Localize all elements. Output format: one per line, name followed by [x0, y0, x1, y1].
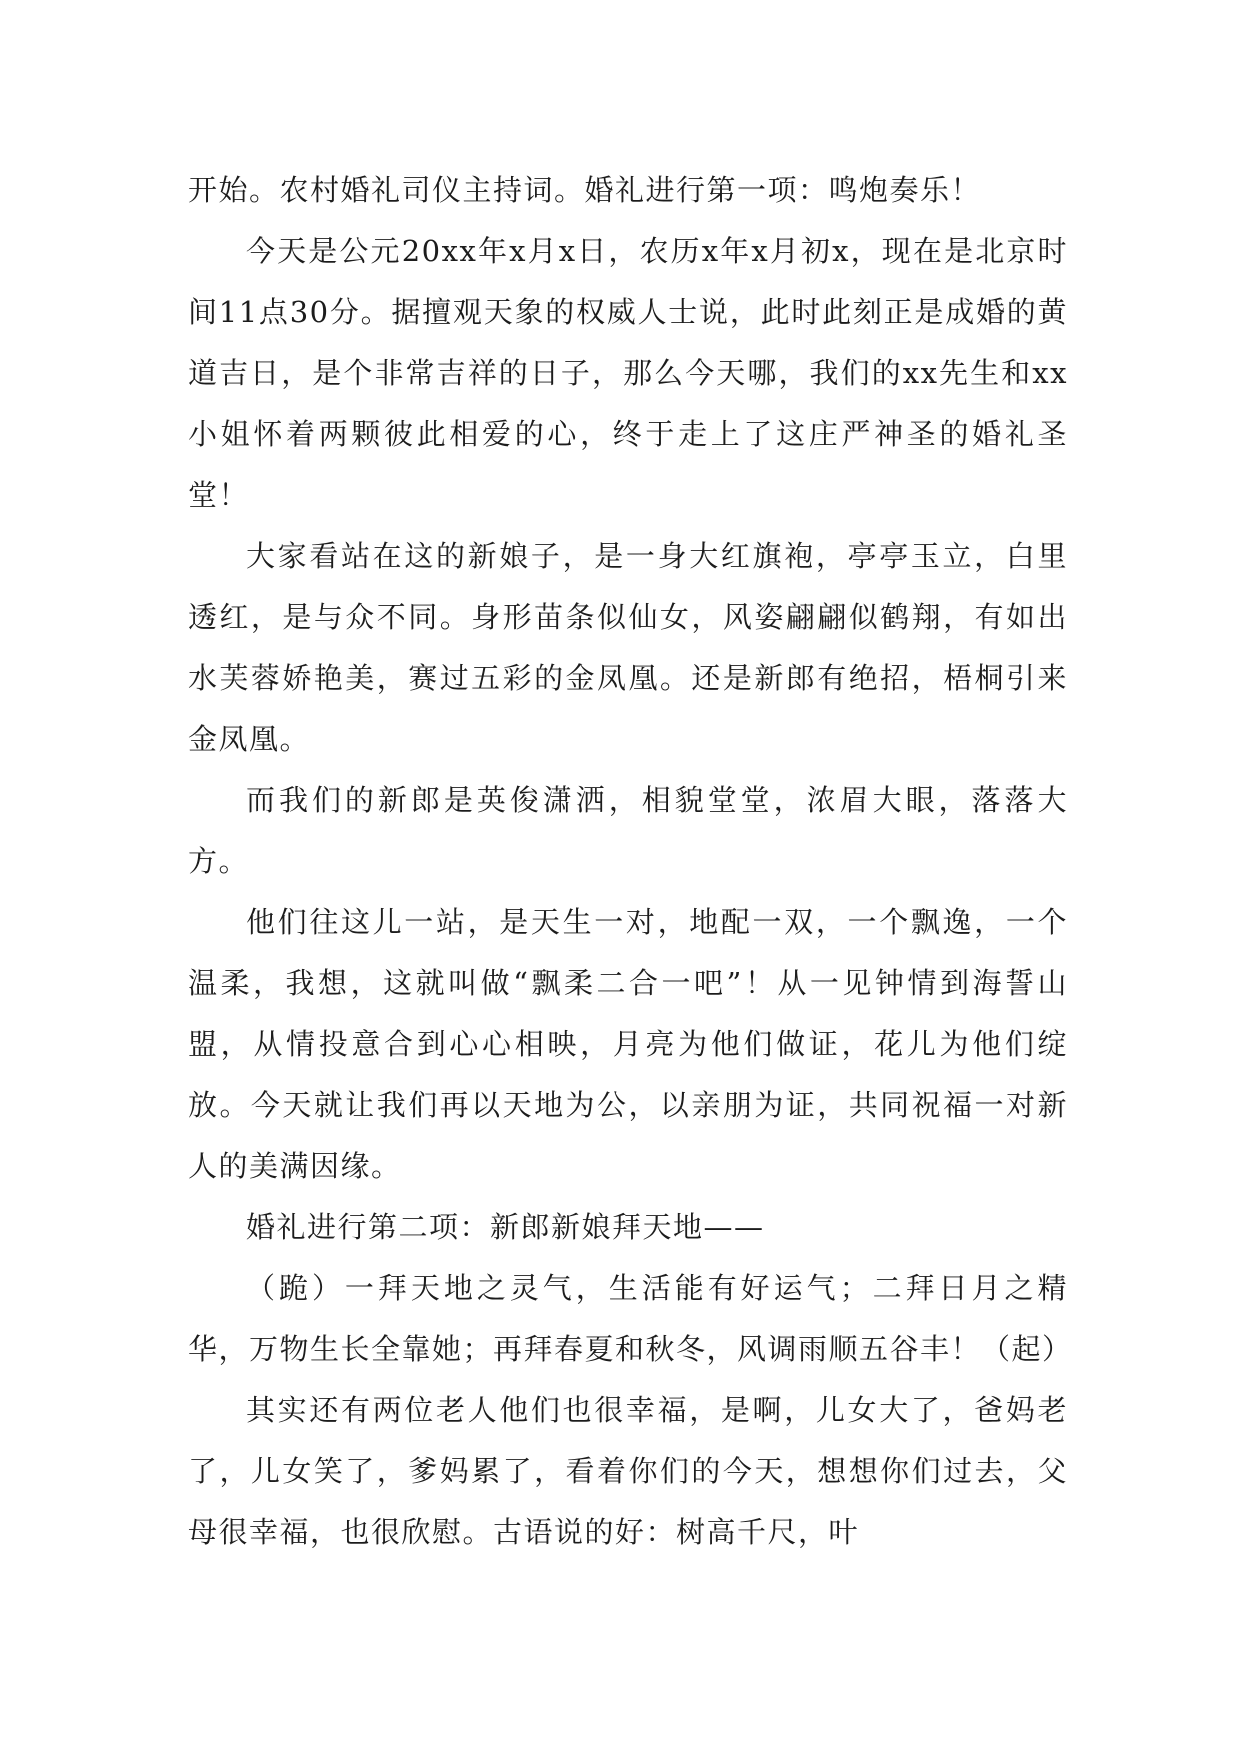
paragraph-couple: 他们往这儿一站，是天生一对，地配一双，一个飘逸，一个温柔，我想，这就叫做“飘柔二合一吧”！从一见钟情到海誓山盟，从情投意合到心心相映，月亮为他们做证，花儿为他们绽放。今天就让我们再以天地为公，以亲朋为证，共同祝福一对新人的美满因缘。 [188, 905, 1068, 1183]
paragraph-date-time: 今天是公元20xx年x月x日，农历x年x月初x，现在是北京时间11点30分。据擅观天象的权威人士说，此时此刻正是成婚的黄道吉日，是个非常吉祥的日子，那么今天哪，我们的xx先生和xx小姐怀着两颗彼此相爱的心，终于走上了这庄严神圣的婚礼圣堂！ [188, 234, 1068, 512]
paragraph-step-two: 婚礼进行第二项：新郎新娘拜天地—— [246, 1210, 765, 1244]
paragraph-bride: 大家看站在这的新娘子，是一身大红旗袍，亭亭玉立，白里透红，是与众不同。身形苗条似仙女，风姿翩翩似鹤翔，有如出水芙蓉娇艳美，赛过五彩的金凤凰。还是新郎有绝招，梧桐引来金凤凰。 [188, 539, 1068, 756]
paragraph-opening: 开始。农村婚礼司仪主持词。婚礼进行第一项：鸣炮奏乐！ [188, 173, 982, 207]
document-body [188, 160, 1073, 1563]
paragraph-parents: 其实还有两位老人他们也很幸福，是啊，儿女大了，爸妈老了，儿女笑了，爹妈累了，看着你们的今天，想想你们过去，父母很幸福，也很欣慰。古语说的好：树高千尺，叶 [188, 1393, 1068, 1549]
paragraph-bows: （跪）一拜天地之灵气，生活能有好运气；二拜日月之精华，万物生长全靠她；再拜春夏和秋冬，风调雨顺五谷丰！（起） [188, 1271, 1073, 1366]
paragraph-groom: 而我们的新郎是英俊潇洒，相貌堂堂，浓眉大眼，落落大方。 [188, 783, 1068, 878]
